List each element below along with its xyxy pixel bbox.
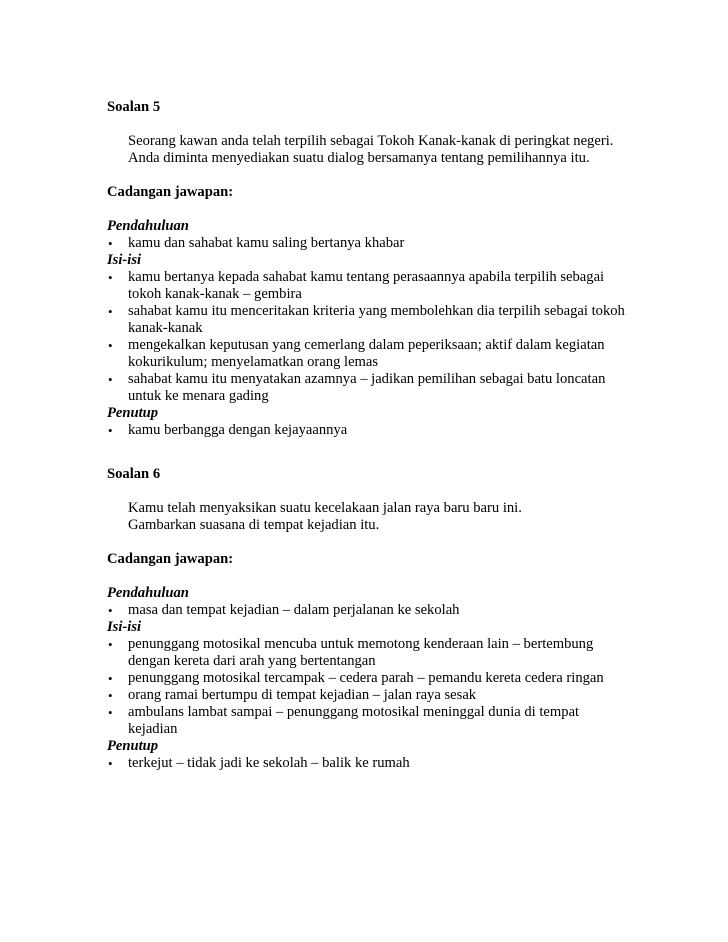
pendahuluan-label: Pendahuluan [107, 585, 189, 601]
bullet-icon: • [108, 705, 113, 720]
question-line: Gambarkan suasana di tempat kejadian itu. [128, 517, 380, 533]
question-line: Kamu telah menyaksikan suatu kecelakaan jalan raya baru baru ini. [128, 500, 522, 516]
penutup-label: Penutup [107, 738, 159, 754]
bullet-icon: • [108, 688, 113, 703]
bullet-icon: • [108, 671, 113, 686]
list-item: • kamu bertanya kepada sahabat kamu tentang perasaannya apabila terpilih sebagai tokoh kanak-kanak – gembira [108, 269, 605, 302]
cadangan-jawapan-heading: Cadangan jawapan: [107, 551, 234, 567]
isi-isi-label: Isi-isi [107, 619, 142, 635]
list-item: • terkejut – tidak jadi ke sekolah – balik ke rumah [108, 755, 410, 771]
bullet-icon: • [108, 372, 113, 387]
bullet-icon: • [108, 236, 113, 251]
soalan-6-heading: Soalan 6 [107, 466, 161, 482]
isi-isi-list [107, 636, 667, 738]
soalan-6-question [128, 500, 667, 534]
list-item: • penunggang motosikal mencuba untuk memotong kenderaan lain – bertembung dengan kereta dari arah yang bertentangan [108, 636, 594, 669]
penutup-list [107, 422, 667, 439]
list-item: • kamu dan sahabat kamu saling bertanya khabar [108, 235, 405, 251]
list-item: • masa dan tempat kejadian – dalam perjalanan ke sekolah [108, 602, 460, 618]
list-item: • orang ramai bertumpu di tempat kejadian – jalan raya sesak [108, 687, 477, 703]
bullet-icon: • [108, 304, 113, 319]
pendahuluan-label: Pendahuluan [107, 218, 189, 234]
list-item: • mengekalkan keputusan yang cemerlang dalam peperiksaan; aktif dalam kegiatan kokurikulum; menyelamatkan orang lemas [108, 337, 605, 370]
question-line: Seorang kawan anda telah terpilih sebagai Tokoh Kanak-kanak di peringkat negeri. [128, 133, 614, 149]
bullet-icon: • [108, 423, 113, 438]
bullet-icon: • [108, 603, 113, 618]
bullet-icon: • [108, 338, 113, 353]
bullet-icon: • [108, 756, 113, 771]
pendahuluan-list [107, 602, 667, 619]
soalan-5-heading: Soalan 5 [107, 99, 161, 115]
soalan-5-question [128, 133, 667, 167]
list-item: • kamu berbangga dengan kejayaannya [108, 422, 348, 438]
penutup-list [107, 755, 667, 772]
cadangan-jawapan-heading: Cadangan jawapan: [107, 184, 234, 200]
pendahuluan-list [107, 235, 667, 252]
list-item: • penunggang motosikal tercampak – cedera parah – pemandu kereta cedera ringan [108, 670, 604, 686]
isi-isi-label: Isi-isi [107, 252, 142, 268]
list-item: • sahabat kamu itu menceritakan kriteria yang membolehkan dia terpilih sebagai tokoh kanak-kanak [108, 303, 625, 336]
bullet-icon: • [108, 270, 113, 285]
bullet-icon: • [108, 637, 113, 652]
list-item: • ambulans lambat sampai – penunggang motosikal meninggal dunia di tempat kejadian [108, 704, 580, 737]
soalan-5-section [107, 99, 667, 439]
question-line: Anda diminta menyediakan suatu dialog bersamanya tentang pemilihannya itu. [128, 150, 590, 166]
soalan-6-section [107, 466, 667, 772]
penutup-label: Penutup [107, 405, 159, 421]
isi-isi-list [107, 269, 667, 405]
list-item: • sahabat kamu itu menyatakan azamnya – jadikan pemilihan sebagai batu loncatan untuk ke menara gading [108, 371, 606, 404]
